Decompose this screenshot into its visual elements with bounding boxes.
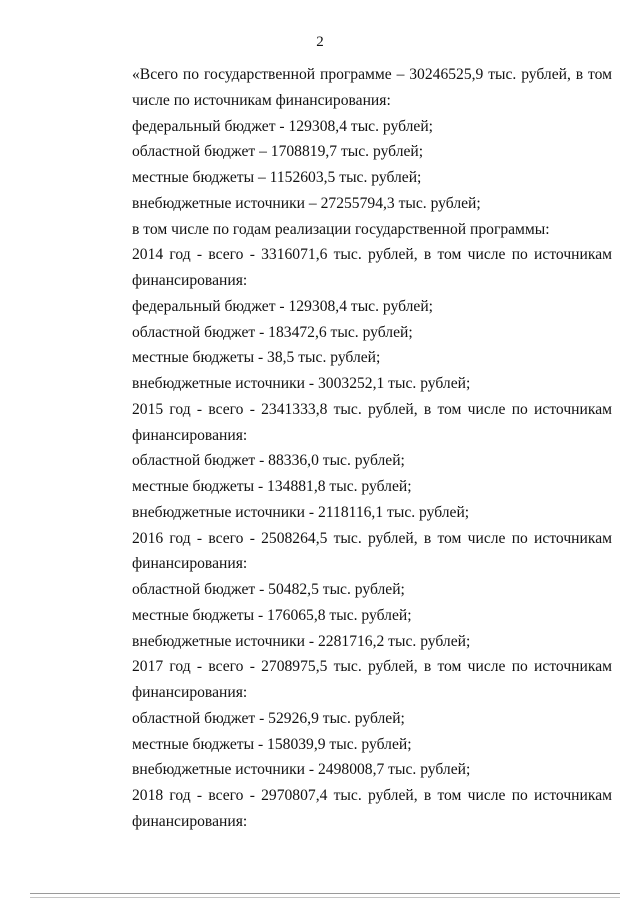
paragraph-line: финансирования:: [132, 812, 248, 830]
paragraph-year-2016: [132, 526, 612, 578]
paragraph-line: «Всего по государственной программе – 30246525,9 тыс. рублей, в том: [132, 66, 612, 83]
text-line: областной бюджет – 1708819,7 тыс. рублей;: [132, 143, 424, 161]
paragraph-line: 2017 год - всего - 2708975,5 тыс. рублей, в том числе по источникам: [132, 658, 612, 676]
text-line: внебюджетные источники - 2498008,7 тыс. рублей;: [132, 761, 471, 779]
scan-edge-line: [30, 897, 620, 898]
text-line: федеральный бюджет - 129308,4 тыс. рублей;: [132, 117, 434, 135]
text-line: местные бюджеты - 176065,8 тыс. рублей;: [132, 606, 412, 624]
text-line: внебюджетные источники - 2118116,1 тыс. рублей;: [132, 503, 470, 521]
paragraph-total: [132, 62, 612, 114]
paragraph-line: 2014 год - всего - 3316071,6 тыс. рублей, в том числе по источникам: [132, 246, 612, 264]
text-line: в том числе по годам реализации государственной программы:: [132, 220, 550, 238]
text-line: областной бюджет - 52926,9 тыс. рублей;: [132, 709, 405, 727]
page-number: 2: [316, 34, 324, 50]
text-line: местные бюджеты - 38,5 тыс. рублей;: [132, 349, 381, 367]
text-line: местные бюджеты - 134881,8 тыс. рублей;: [132, 478, 412, 495]
paragraph-year-2018: [132, 783, 612, 835]
paragraph-line: финансирования:: [132, 426, 248, 444]
paragraph-line: 2016 год - всего - 2508264,5 тыс. рублей, в том числе по источникам: [132, 529, 612, 547]
paragraph-line: финансирования:: [132, 684, 248, 701]
paragraph-year-2014: [132, 242, 612, 294]
text-line: местные бюджеты - 158039,9 тыс. рублей;: [132, 735, 412, 753]
text-line: местные бюджеты – 1152603,5 тыс. рублей;: [132, 169, 422, 186]
paragraph-line: финансирования:: [132, 555, 248, 573]
text-line: областной бюджет - 88336,0 тыс. рублей;: [132, 452, 405, 470]
scan-edge-line: [30, 893, 620, 894]
paragraph-year-2015: [132, 397, 612, 449]
text-line: областной бюджет - 50482,5 тыс. рублей;: [132, 581, 405, 598]
paragraph-line: 2015 год - всего - 2341333,8 тыс. рублей, в том числе по источникам: [132, 400, 612, 418]
text-line: внебюджетные источники - 3003252,1 тыс. рублей;: [132, 375, 471, 392]
text-line: федеральный бюджет - 129308,4 тыс. рублей;: [132, 297, 434, 315]
paragraph-line: числе по источникам финансирования:: [132, 91, 391, 109]
document-body: [132, 62, 612, 835]
paragraph-line: 2018 год - всего - 2970807,4 тыс. рублей, в том числе по источникам: [132, 787, 612, 804]
paragraph-year-2017: [132, 654, 612, 706]
paragraph-line: финансирования:: [132, 272, 248, 289]
text-line: внебюджетные источники – 27255794,3 тыс. рублей;: [132, 194, 481, 212]
text-line: областной бюджет - 183472,6 тыс. рублей;: [132, 323, 413, 341]
text-line: внебюджетные источники - 2281716,2 тыс. рублей;: [132, 632, 471, 650]
